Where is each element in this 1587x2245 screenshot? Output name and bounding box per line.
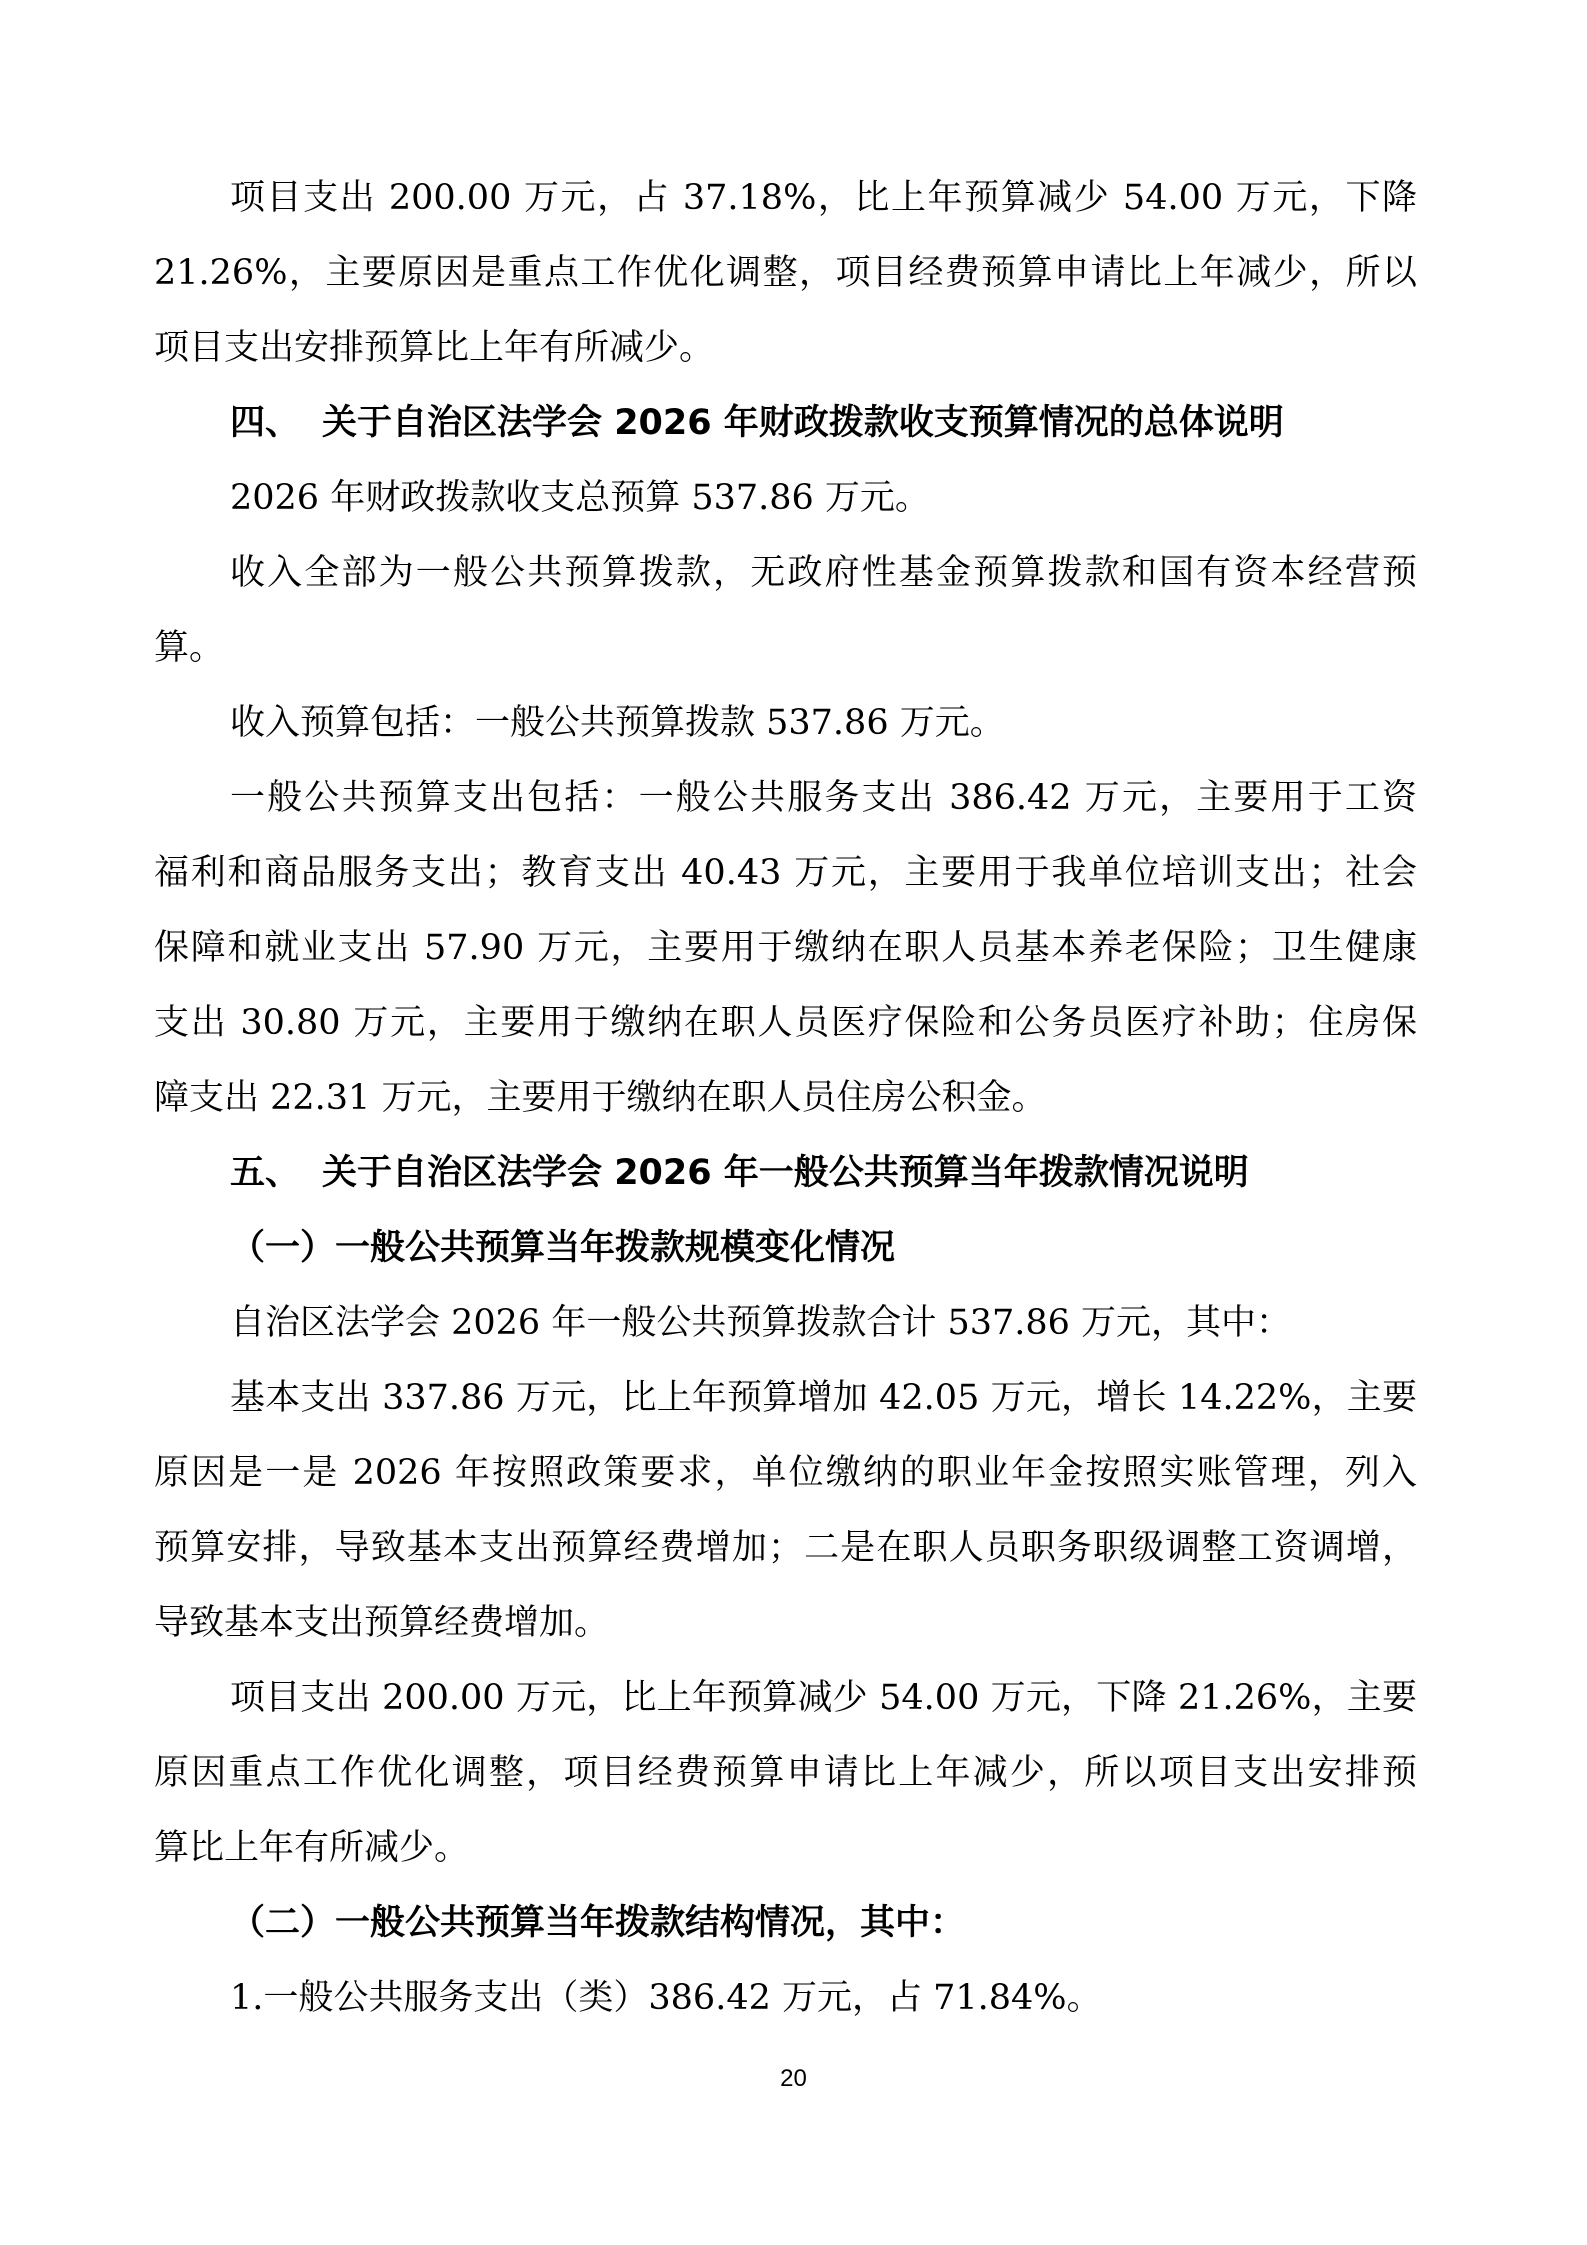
- paragraph-line: 项目支出 200.00 万元，比上年预算减少 54.00 万元，下降 21.26%，主要: [230, 1678, 1417, 1718]
- paragraph-basic-expenditure: [154, 1361, 1417, 1661]
- paragraph-line: 原因是一是 2026 年按照政策要求，单位缴纳的职业年金按照实账管理，列入: [154, 1453, 1417, 1493]
- paragraph-item-1: [154, 1961, 1417, 2036]
- section-heading-5: [154, 1136, 1417, 1211]
- subheading-scale-change: （一）一般公共预算当年拨款规模变化情况: [230, 1228, 896, 1268]
- paragraph-project-expenditure: [154, 1661, 1417, 1886]
- paragraph-line: 导致基本支出预算经费增加。: [154, 1603, 610, 1643]
- paragraph-line: 1.一般公共服务支出（类）386.42 万元，占 71.84%。: [230, 1978, 1102, 2018]
- document-body: [154, 161, 1417, 2036]
- paragraph-line: 项目支出 200.00 万元，占 37.18%，比上年预算减少 54.00 万元，下降: [230, 178, 1417, 218]
- paragraph-total-budget: [154, 461, 1417, 536]
- subheading-structure: （二）一般公共预算当年拨款结构情况，其中：: [230, 1903, 966, 1943]
- paragraph-line: 21.26%，主要原因是重点工作优化调整，项目经费预算申请比上年减少，所以: [154, 253, 1417, 293]
- page-number: 20: [780, 2065, 807, 2092]
- paragraph-line: 算比上年有所减少。: [154, 1828, 470, 1868]
- paragraph-general-expenditure: [154, 761, 1417, 1136]
- paragraph-line: 预算安排，导致基本支出预算经费增加；二是在职人员职务职级调整工资调增，: [154, 1528, 1417, 1568]
- paragraph-line: 支出 30.80 万元，主要用于缴纳在职人员医疗保险和公务员医疗补助；住房保: [154, 1003, 1417, 1043]
- paragraph-line: 收入全部为一般公共预算拨款，无政府性基金预算拨款和国有资本经营预: [230, 553, 1417, 593]
- paragraph-line: 2026 年财政拨款收支总预算 537.86 万元。: [230, 478, 930, 518]
- section-heading-number: 五、: [230, 1153, 301, 1193]
- paragraph-line: 项目支出安排预算比上年有所减少。: [154, 328, 715, 368]
- section-heading-4: [154, 386, 1417, 461]
- paragraph-line: 基本支出 337.86 万元，比上年预算增加 42.05 万元，增长 14.22%，主要: [230, 1378, 1417, 1418]
- paragraph-line: 保障和就业支出 57.90 万元，主要用于缴纳在职人员基本养老保险；卫生健康: [154, 928, 1417, 968]
- paragraph-line: 福利和商品服务支出；教育支出 40.43 万元，主要用于我单位培训支出；社会: [154, 853, 1417, 893]
- paragraph-line: 一般公共预算支出包括：一般公共服务支出 386.42 万元，主要用于工资: [230, 778, 1417, 818]
- paragraph-line: 障支出 22.31 万元，主要用于缴纳在职人员住房公积金。: [154, 1078, 1047, 1118]
- paragraph-income-all: [154, 536, 1417, 686]
- paragraph-income-budget: [154, 686, 1417, 761]
- paragraph-project-expenditure-summary: [154, 161, 1417, 386]
- section-heading-number: 四、: [230, 403, 301, 443]
- paragraph-line: 原因重点工作优化调整，项目经费预算申请比上年减少，所以项目支出安排预: [154, 1753, 1417, 1793]
- section-heading-title: 关于自治区法学会 2026 年财政拨款收支预算情况的总体说明: [322, 403, 1284, 443]
- paragraph-line: 算。: [154, 628, 225, 668]
- paragraph-line: 自治区法学会 2026 年一般公共预算拨款合计 537.86 万元，其中：: [230, 1303, 1292, 1343]
- section-heading-title: 关于自治区法学会 2026 年一般公共预算当年拨款情况说明: [322, 1153, 1249, 1193]
- paragraph-line: 收入预算包括：一般公共预算拨款 537.86 万元。: [230, 703, 1005, 743]
- paragraph-appropriation-total: [154, 1286, 1417, 1361]
